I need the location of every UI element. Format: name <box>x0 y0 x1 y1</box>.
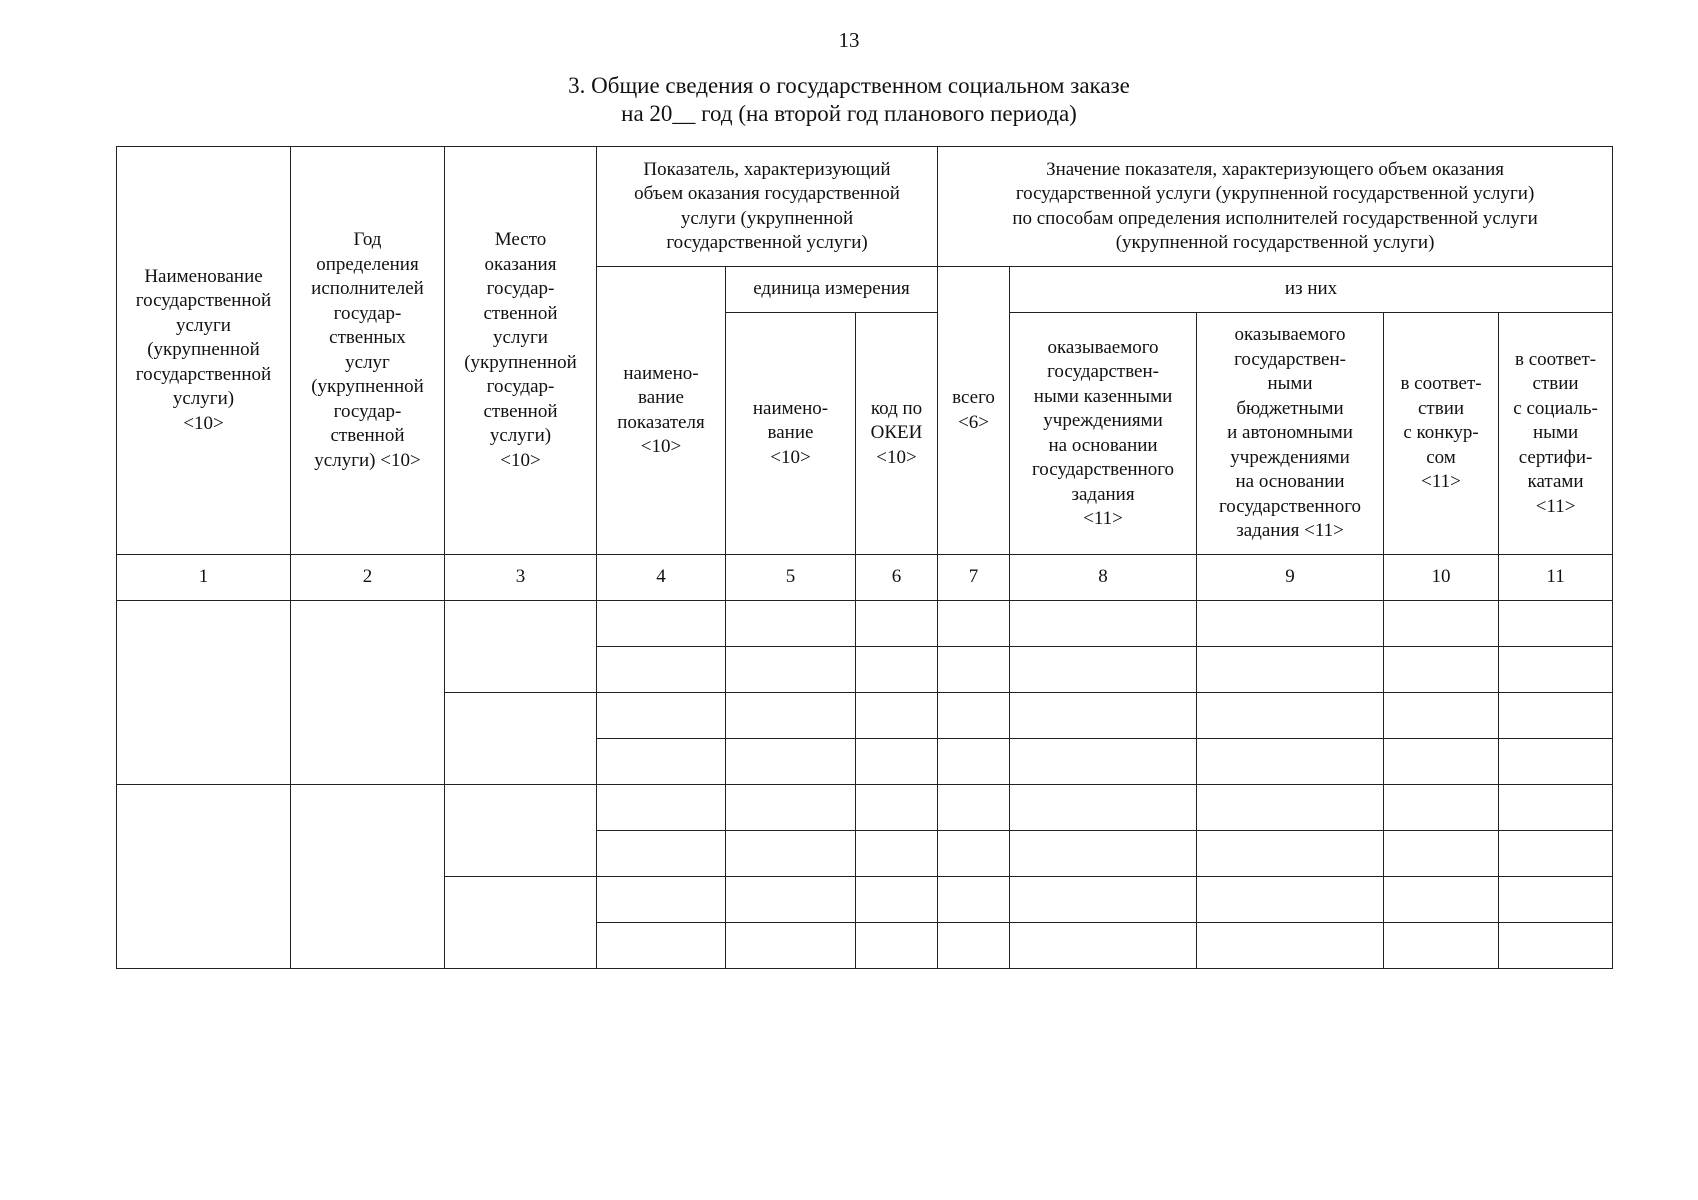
table-cell[interactable] <box>597 693 726 739</box>
header-indicator-group: Показатель, характеризующий объем оказания государственной услуги (укрупненной государственной услуги) <box>597 147 938 267</box>
table-cell[interactable] <box>1384 647 1499 693</box>
table-cell[interactable] <box>856 739 938 785</box>
column-number: 1 <box>117 555 291 601</box>
column-number: 2 <box>291 555 445 601</box>
section-title-line2: на 20__ год (на второй год планового периода) <box>621 101 1077 126</box>
table-cell[interactable] <box>1197 647 1384 693</box>
section-title-line1: 3. Общие сведения о государственном социальном заказе <box>568 73 1130 98</box>
table-cell[interactable] <box>1384 693 1499 739</box>
table-cell[interactable] <box>1197 831 1384 877</box>
table-cell[interactable] <box>1010 877 1197 923</box>
table-cell[interactable] <box>938 739 1010 785</box>
header-state-institutions: оказываемого государствен- ными казенными учреждениями на основании государственного задания <11> <box>1010 313 1197 555</box>
column-number: 9 <box>1197 555 1384 601</box>
table-cell[interactable] <box>1010 923 1197 969</box>
column-number: 7 <box>938 555 1010 601</box>
social-order-table <box>116 146 1613 969</box>
table-cell[interactable] <box>938 785 1010 831</box>
table-cell[interactable] <box>1384 785 1499 831</box>
table-cell[interactable] <box>1499 785 1613 831</box>
page-number: 13 <box>838 28 860 52</box>
header-year: Год определения исполнителей государ- ственных услуг (укрупненной государ- ственной услуги) <10> <box>291 147 445 555</box>
table-cell[interactable] <box>1197 923 1384 969</box>
table-cell[interactable] <box>1010 693 1197 739</box>
table-row <box>117 601 1613 647</box>
table-cell[interactable] <box>938 923 1010 969</box>
header-total: всего <6> <box>938 267 1010 555</box>
header-place: Место оказания государ- ственной услуги (укрупненной государ- ственной услуги) <10> <box>445 147 597 555</box>
table-cell[interactable] <box>1499 877 1613 923</box>
table-cell[interactable] <box>1384 831 1499 877</box>
header-indicator-name: наимено- вание показателя <10> <box>597 267 726 555</box>
table-cell[interactable] <box>938 877 1010 923</box>
table-cell[interactable] <box>726 601 856 647</box>
table-cell[interactable] <box>1010 647 1197 693</box>
table-cell[interactable] <box>1010 831 1197 877</box>
header-unit-group: единица измерения <box>726 267 938 313</box>
table-cell[interactable] <box>1197 739 1384 785</box>
table-cell[interactable] <box>1010 785 1197 831</box>
header-of-them: из них <box>1010 267 1613 313</box>
service-name-cell[interactable] <box>117 601 291 785</box>
table-cell[interactable] <box>856 785 938 831</box>
section-title <box>0 72 1698 128</box>
table-cell[interactable] <box>1384 739 1499 785</box>
table-cell[interactable] <box>597 785 726 831</box>
column-number: 3 <box>445 555 597 601</box>
table-cell[interactable] <box>856 601 938 647</box>
table-cell[interactable] <box>1384 601 1499 647</box>
table-cell[interactable] <box>1197 693 1384 739</box>
table-cell[interactable] <box>1499 601 1613 647</box>
table-cell[interactable] <box>1197 785 1384 831</box>
header-unit-code: код по ОКЕИ <10> <box>856 313 938 555</box>
place-cell[interactable] <box>445 693 597 785</box>
table-cell[interactable] <box>726 923 856 969</box>
table-cell[interactable] <box>856 647 938 693</box>
table-cell[interactable] <box>938 693 1010 739</box>
table-row <box>117 785 1613 831</box>
table-cell[interactable] <box>1384 923 1499 969</box>
table-cell[interactable] <box>726 785 856 831</box>
header-unit-name: наимено- вание <10> <box>726 313 856 555</box>
table-cell[interactable] <box>856 831 938 877</box>
table-cell[interactable] <box>1499 739 1613 785</box>
service-name-cell[interactable] <box>117 785 291 969</box>
header-by-competition: в соответ- ствии с конкур- сом <11> <box>1384 313 1499 555</box>
column-number: 4 <box>597 555 726 601</box>
table-cell[interactable] <box>597 923 726 969</box>
table-cell[interactable] <box>1499 831 1613 877</box>
table-cell[interactable] <box>597 831 726 877</box>
table-cell[interactable] <box>597 601 726 647</box>
table-cell[interactable] <box>1197 877 1384 923</box>
header-service-name: Наименование государственной услуги (укрупненной государственной услуги) <10> <box>117 147 291 555</box>
column-number: 8 <box>1010 555 1197 601</box>
table-cell[interactable] <box>1499 693 1613 739</box>
header-by-certificates: в соответ- ствии с социаль- ными сертифи- катами <11> <box>1499 313 1613 555</box>
table-cell[interactable] <box>726 877 856 923</box>
table-cell[interactable] <box>1384 877 1499 923</box>
table-cell[interactable] <box>1197 601 1384 647</box>
place-cell[interactable] <box>445 785 597 877</box>
column-number: 6 <box>856 555 938 601</box>
table-cell[interactable] <box>1499 647 1613 693</box>
table-cell[interactable] <box>856 693 938 739</box>
table-cell[interactable] <box>938 601 1010 647</box>
table-cell[interactable] <box>726 739 856 785</box>
header-row-1 <box>117 147 1613 267</box>
table-cell[interactable] <box>1010 601 1197 647</box>
table-cell[interactable] <box>856 877 938 923</box>
place-cell[interactable] <box>445 877 597 969</box>
table-cell[interactable] <box>726 647 856 693</box>
place-cell[interactable] <box>445 601 597 693</box>
table-cell[interactable] <box>726 693 856 739</box>
table-cell[interactable] <box>856 923 938 969</box>
table-cell[interactable] <box>726 831 856 877</box>
table-cell[interactable] <box>597 739 726 785</box>
header-value-group: Значение показателя, характеризующего объем оказания государственной услуги (укрупненной государственной услуги) по способам определения исполнителей государственной услуги (укрупненной государственной услуги) <box>938 147 1613 267</box>
year-cell[interactable] <box>291 785 445 969</box>
table-cell[interactable] <box>1010 739 1197 785</box>
table-cell[interactable] <box>1499 923 1613 969</box>
header-budget-institutions: оказываемого государствен- ными бюджетными и автономными учреждениями на основании государственного задания <11> <box>1197 313 1384 555</box>
column-number: 10 <box>1384 555 1499 601</box>
table-cell[interactable] <box>597 647 726 693</box>
table-cell[interactable] <box>938 831 1010 877</box>
year-cell[interactable] <box>291 601 445 785</box>
table-cell[interactable] <box>597 877 726 923</box>
table-cell[interactable] <box>938 647 1010 693</box>
column-number: 11 <box>1499 555 1613 601</box>
column-number: 5 <box>726 555 856 601</box>
column-numbers-row <box>117 555 1613 601</box>
